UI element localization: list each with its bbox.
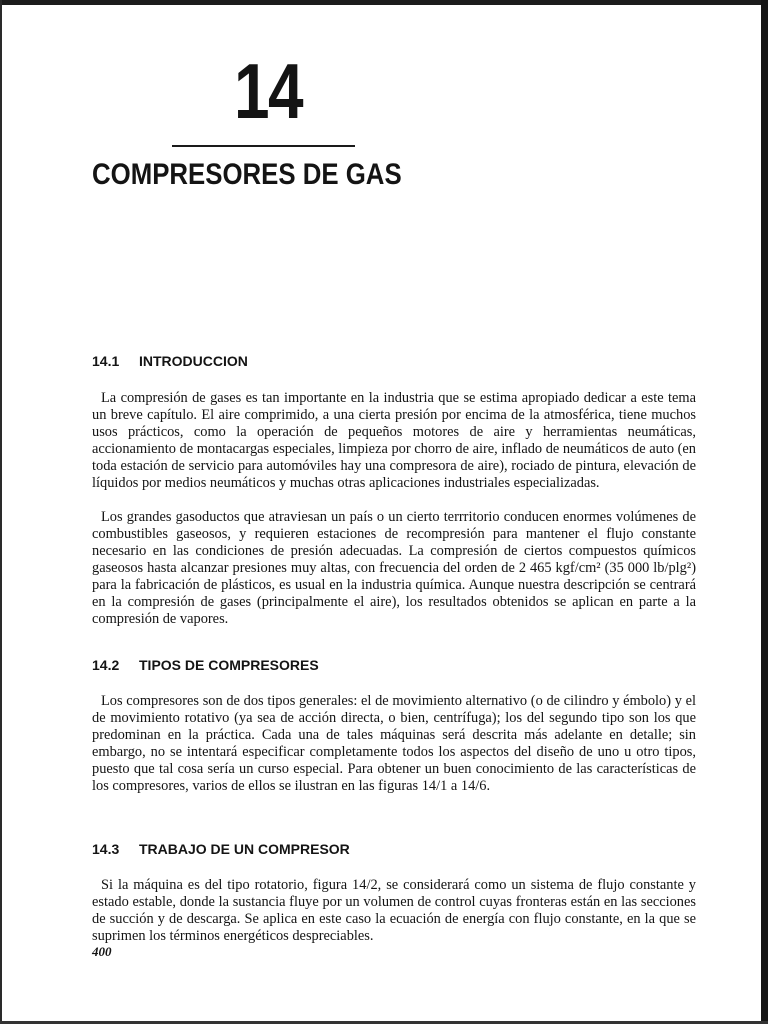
section-title: INTRODUCCION bbox=[139, 353, 248, 369]
paragraph: La compresión de gases es tan importante en la industria que se estima apropiado dedicar a este tema un breve capítulo. El aire comprimido, a una cierta presión por encima de la atmosférica, tiene muchos usos prácticos, como la operación de pequeños motores de aire y herramientas neumáticas, accionamiento de montacargas especiales, limpieza por chorro de aire, inflado de neumáticos de auto (en toda estación de servicio para automóviles hay una compresora de aire), rociado de pintura, elevación de líquidos por medios neumáticos y muchas otras aplicaciones industriales especializadas. bbox=[92, 390, 696, 491]
section-number: 14.1 bbox=[92, 353, 120, 369]
section-heading-introduccion bbox=[92, 353, 248, 369]
section-number: 14.3 bbox=[92, 841, 120, 857]
section-heading-trabajo-de-un-compresor bbox=[92, 841, 350, 857]
page-edge-right bbox=[761, 0, 768, 1024]
section-title: TRABAJO DE UN COMPRESOR bbox=[139, 841, 350, 857]
section-heading-tipos-de-compresores bbox=[92, 657, 319, 673]
section-number: 14.2 bbox=[92, 657, 120, 673]
page-edge-top bbox=[0, 0, 768, 5]
page-number: 400 bbox=[92, 944, 112, 959]
section-title: TIPOS DE COMPRESORES bbox=[139, 657, 319, 673]
paragraph: Los grandes gasoductos que atraviesan un país o un cierto terrritorio conducen enormes volúmenes de combustibles gaseosos, y requieren estaciones de recompresión para mantener el flujo constante necesario en las condiciones de presión adecuadas. La compresión de ciertos compuestos químicos gaseosos hasta alcanzar presiones muy altas, con frecuencia del orden de 2 465 kgf/cm² (35 000 lb/plg²) para la fabricación de plásticos, es usual en la industria química. Aunque nuestra descripción se centrará en la compresión de gases (principalmente el aire), los resultados obtenidos se aplican en parte a la compresión de vapores. bbox=[92, 509, 696, 627]
page-edge-left bbox=[0, 0, 2, 1024]
chapter-title: COMPRESORES DE GAS bbox=[92, 158, 402, 191]
paragraph: Si la máquina es del tipo rotatorio, figura 14/2, se considerará como un sistema de flujo constante y estado estable, donde la sustancia fluye por un volumen de control cuyas fronteras están en las secciones de succión y de descarga. Se aplica en este caso la ecuación de energía con flujo constante, en la que se suprimen los términos energéticos despreciables. bbox=[92, 877, 696, 944]
chapter-rule bbox=[172, 145, 355, 147]
paragraph: Los compresores son de dos tipos generales: el de movimiento alternativo (o de cilindro y émbolo) y el de movimiento rotativo (ya sea de acción directa, o bien, centrífuga); los del segundo tipo son los que predominan en la práctica. Cada una de tales máquinas será descrita más adelante en detalle; sin embargo, no se intentará especificar completamente todos los aspectos del diseño de uno u otro tipos, puesto que tal cosa sería un curso especial. Para obtener un buen conocimiento de las características de los compresores, varios de ellos se ilustran en las figuras 14/1 a 14/6. bbox=[92, 693, 696, 794]
chapter-number: 14 bbox=[234, 47, 302, 135]
